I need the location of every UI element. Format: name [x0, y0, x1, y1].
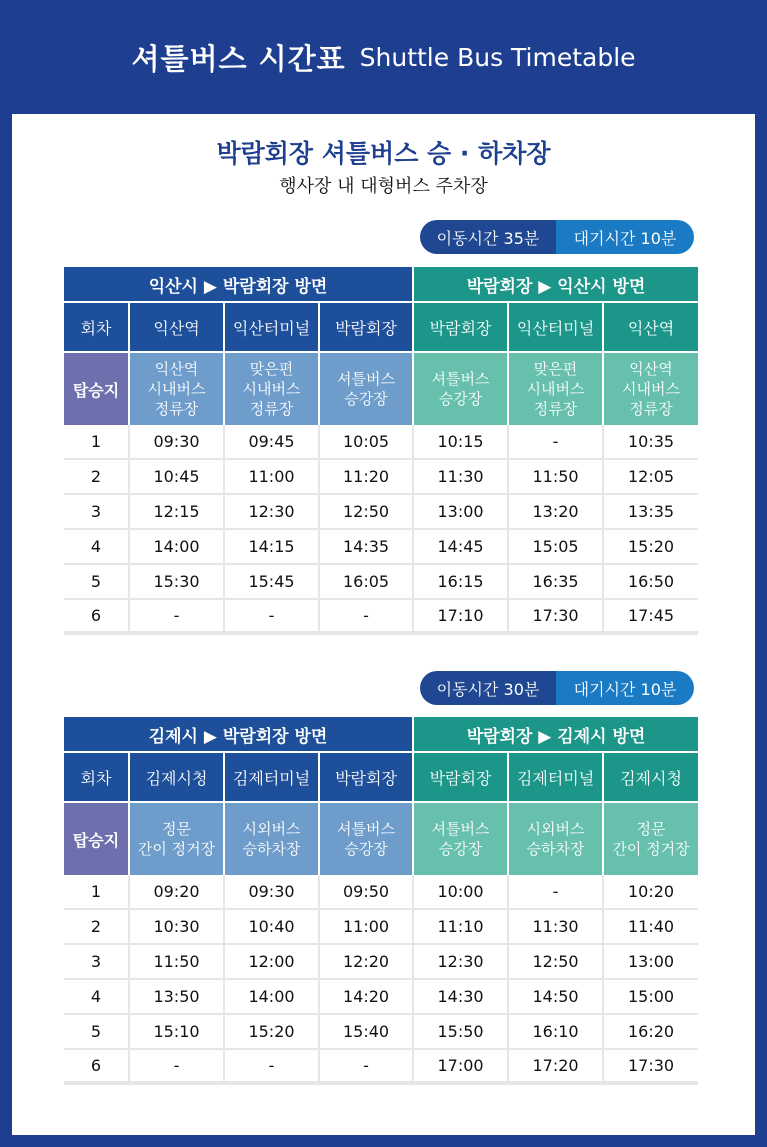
- departure-time: 10:15: [414, 425, 509, 460]
- departure-time: 11:30: [414, 460, 509, 495]
- boarding-point-cell: [130, 801, 225, 875]
- stop-header: 익산역: [130, 301, 225, 351]
- stop-header: 박람회장: [320, 751, 414, 801]
- departure-time: 13:20: [509, 495, 604, 530]
- departure-time: 16:15: [414, 565, 509, 600]
- table-row: [64, 600, 698, 635]
- round-number: 4: [64, 980, 130, 1015]
- departure-time: 10:40: [225, 910, 320, 945]
- boarding-point-cell: [130, 351, 225, 425]
- departure-time: 11:30: [509, 910, 604, 945]
- departure-time: 11:20: [320, 460, 414, 495]
- departure-time: -: [509, 425, 604, 460]
- boarding-point-line: 승강장: [438, 840, 483, 858]
- departure-time: 17:00: [414, 1050, 509, 1085]
- round-number: 3: [64, 945, 130, 980]
- departure-time: 15:30: [130, 565, 225, 600]
- departure-time: -: [130, 600, 225, 635]
- round-number: 5: [64, 565, 130, 600]
- round-number: 1: [64, 875, 130, 910]
- departure-time: 11:50: [509, 460, 604, 495]
- round-number: 3: [64, 495, 130, 530]
- round-number: 6: [64, 1050, 130, 1085]
- table-row: [64, 875, 698, 910]
- boarding-point-line: 정문: [636, 820, 666, 838]
- table-row: [64, 460, 698, 495]
- stop-header: 익산역: [604, 301, 698, 351]
- departure-time: 14:50: [509, 980, 604, 1015]
- departure-time: 16:35: [509, 565, 604, 600]
- boarding-point-line: 셔틀버스: [337, 370, 395, 388]
- boarding-location-title: 박람회장 셔틀버스 승 · 하차장: [216, 139, 551, 168]
- departure-time: 16:50: [604, 565, 698, 600]
- departure-time: 15:20: [225, 1015, 320, 1050]
- time-info-pill-1: [420, 220, 694, 254]
- table-row: [64, 565, 698, 600]
- departure-time: 09:50: [320, 875, 414, 910]
- departure-time: 13:35: [604, 495, 698, 530]
- title-english: Shuttle Bus Timetable: [359, 42, 636, 72]
- departure-time: 13:50: [130, 980, 225, 1015]
- boarding-point-line: 승강장: [438, 390, 483, 408]
- travel-time-badge: 이동시간 35분: [420, 220, 556, 254]
- title-korean: 셔틀버스 시간표: [131, 41, 346, 76]
- table-row: [64, 980, 698, 1015]
- round-number: 2: [64, 910, 130, 945]
- boarding-point-line: 정류장: [629, 400, 673, 418]
- departure-time: 15:50: [414, 1015, 509, 1050]
- departure-time: 14:35: [320, 530, 414, 565]
- departure-time: 12:50: [509, 945, 604, 980]
- departure-time: 11:40: [604, 910, 698, 945]
- boarding-point-line: 간이 정거장: [612, 840, 690, 858]
- departure-time: 15:45: [225, 565, 320, 600]
- departure-time: 12:30: [225, 495, 320, 530]
- stop-header: 익산터미널: [225, 301, 320, 351]
- time-info-pill-2: [420, 671, 694, 705]
- boarding-point-line: 시내버스: [147, 380, 206, 398]
- boarding-point-cell: [225, 351, 320, 425]
- timetable-gimje: [64, 717, 698, 1085]
- boarding-point-line: 셔틀버스: [337, 820, 395, 838]
- boarding-point-cell: [225, 801, 320, 875]
- stop-header: 김제시청: [130, 751, 225, 801]
- boarding-point-line: 익산역: [154, 360, 199, 378]
- boarding-point-line: 맞은편: [533, 360, 578, 378]
- boarding-point-cell: [414, 801, 509, 875]
- boarding-location-detail: 행사장 내 대형버스 주차장: [279, 176, 488, 197]
- travel-time-badge: 이동시간 30분: [420, 671, 556, 705]
- departure-time: 15:00: [604, 980, 698, 1015]
- departure-time: 12:00: [225, 945, 320, 980]
- departure-time: 17:20: [509, 1050, 604, 1085]
- direction-outbound: 익산시 ▶ 박람회장 방면: [64, 267, 414, 301]
- departure-time: 14:00: [225, 980, 320, 1015]
- boarding-point-cell: [509, 801, 604, 875]
- departure-time: 17:30: [509, 600, 604, 635]
- boarding-point-line: 정류장: [249, 400, 294, 418]
- timetable-iksan: [64, 267, 698, 635]
- boarding-point-line: 맞은편: [249, 360, 294, 378]
- boarding-point-line: 셔틀버스: [431, 370, 490, 388]
- departure-time: 16:20: [604, 1015, 698, 1050]
- page-header: [0, 0, 767, 114]
- departure-time: 09:30: [225, 875, 320, 910]
- table-row: [64, 945, 698, 980]
- boarding-point-line: 승하차장: [242, 840, 301, 858]
- departure-time: 10:20: [604, 875, 698, 910]
- round-number: 2: [64, 460, 130, 495]
- boarding-point-cell: [604, 351, 698, 425]
- departure-time: 17:30: [604, 1050, 698, 1085]
- departure-time: 16:05: [320, 565, 414, 600]
- departure-time: 11:00: [225, 460, 320, 495]
- boarding-point-line: 시내버스: [242, 380, 301, 398]
- table-row: [64, 495, 698, 530]
- boarding-point-line: 승강장: [344, 390, 388, 408]
- departure-time: 11:50: [130, 945, 225, 980]
- boarding-point-line: 시외버스: [242, 820, 301, 838]
- departure-time: 14:45: [414, 530, 509, 565]
- boarding-point-line: 시내버스: [526, 380, 585, 398]
- departure-time: 11:00: [320, 910, 414, 945]
- departure-time: 14:30: [414, 980, 509, 1015]
- departure-time: 12:15: [130, 495, 225, 530]
- boarding-point-line: 정류장: [533, 400, 578, 418]
- departure-time: 12:05: [604, 460, 698, 495]
- departure-time: 15:40: [320, 1015, 414, 1050]
- stop-header: 박람회장: [414, 301, 509, 351]
- departure-time: 15:20: [604, 530, 698, 565]
- boarding-point-cell: [320, 351, 414, 425]
- departure-time: 17:10: [414, 600, 509, 635]
- departure-time: 09:20: [130, 875, 225, 910]
- departure-time: -: [225, 1050, 320, 1085]
- boarding-point-line: 익산역: [629, 360, 673, 378]
- departure-time: 12:50: [320, 495, 414, 530]
- table-row: [64, 425, 698, 460]
- boarding-point-cell: [414, 351, 509, 425]
- departure-time: 13:00: [414, 495, 509, 530]
- departure-time: 15:05: [509, 530, 604, 565]
- departure-time: 09:45: [225, 425, 320, 460]
- stop-header: 김제터미널: [225, 751, 320, 801]
- direction-outbound: 김제시 ▶ 박람회장 방면: [64, 717, 414, 751]
- boarding-point-line: 승강장: [344, 840, 388, 858]
- direction-return: 박람회장 ▶ 익산시 방면: [414, 267, 698, 301]
- boarding-point-cell: [320, 801, 414, 875]
- departure-time: 11:10: [414, 910, 509, 945]
- departure-time: 16:10: [509, 1015, 604, 1050]
- departure-time: -: [225, 600, 320, 635]
- round-number: 6: [64, 600, 130, 635]
- stop-header: 박람회장: [414, 751, 509, 801]
- round-number: 5: [64, 1015, 130, 1050]
- table-row: [64, 1050, 698, 1085]
- departure-time: 14:15: [225, 530, 320, 565]
- round-header: 회차: [64, 301, 130, 351]
- departure-time: 10:05: [320, 425, 414, 460]
- boarding-point-cell: [604, 801, 698, 875]
- departure-time: -: [320, 600, 414, 635]
- boarding-point-line: 셔틀버스: [431, 820, 490, 838]
- round-header: 회차: [64, 751, 130, 801]
- stop-header: 익산터미널: [509, 301, 604, 351]
- wait-time-badge: 대기시간 10분: [556, 220, 694, 254]
- boarding-point-line: 승하차장: [526, 840, 585, 858]
- departure-time: -: [130, 1050, 225, 1085]
- stop-header: 박람회장: [320, 301, 414, 351]
- round-number: 1: [64, 425, 130, 460]
- boarding-point-line: 시내버스: [622, 380, 680, 398]
- departure-time: 09:30: [130, 425, 225, 460]
- table-row: [64, 1015, 698, 1050]
- table-row: [64, 910, 698, 945]
- departure-time: -: [509, 875, 604, 910]
- wait-time-badge: 대기시간 10분: [556, 671, 694, 705]
- timetable-sheet: [12, 114, 755, 1135]
- boarding-point-line: 간이 정거장: [137, 840, 216, 858]
- stop-header: 김제터미널: [509, 751, 604, 801]
- departure-time: 12:20: [320, 945, 414, 980]
- departure-time: 10:45: [130, 460, 225, 495]
- departure-time: -: [320, 1050, 414, 1085]
- boarding-point-header: 탑승지: [64, 801, 130, 875]
- departure-time: 12:30: [414, 945, 509, 980]
- departure-time: 14:20: [320, 980, 414, 1015]
- boarding-point-line: 시외버스: [526, 820, 585, 838]
- departure-time: 10:00: [414, 875, 509, 910]
- table-row: [64, 530, 698, 565]
- departure-time: 15:10: [130, 1015, 225, 1050]
- departure-time: 13:00: [604, 945, 698, 980]
- departure-time: 10:30: [130, 910, 225, 945]
- departure-time: 10:35: [604, 425, 698, 460]
- boarding-point-line: 정문: [162, 820, 191, 838]
- boarding-point-cell: [509, 351, 604, 425]
- direction-return: 박람회장 ▶ 김제시 방면: [414, 717, 698, 751]
- boarding-point-line: 정류장: [154, 400, 199, 418]
- round-number: 4: [64, 530, 130, 565]
- departure-time: 17:45: [604, 600, 698, 635]
- stop-header: 김제시청: [604, 751, 698, 801]
- departure-time: 14:00: [130, 530, 225, 565]
- boarding-point-header: 탑승지: [64, 351, 130, 425]
